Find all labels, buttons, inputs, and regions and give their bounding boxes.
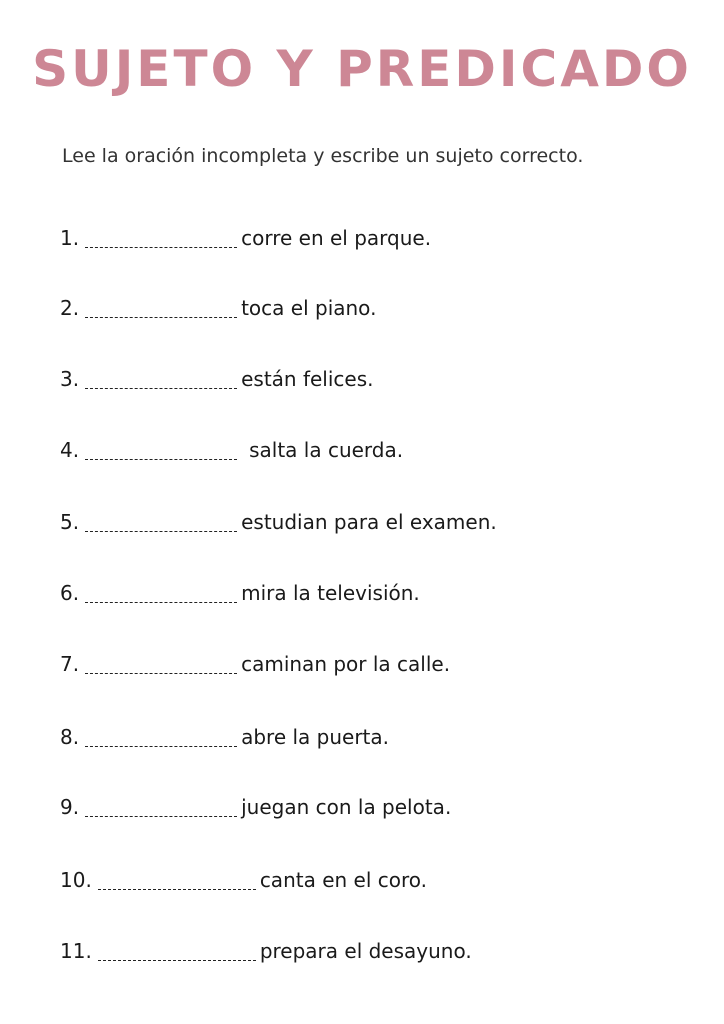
exercise-item-9 bbox=[60, 795, 451, 819]
page-title: SUJETO Y PREDICADO bbox=[32, 40, 692, 98]
answer-blank[interactable] bbox=[85, 246, 237, 248]
exercise-item-1 bbox=[60, 226, 431, 250]
answer-blank[interactable] bbox=[85, 815, 237, 817]
item-predicate: juegan con la pelota. bbox=[241, 795, 452, 819]
exercise-item-11 bbox=[60, 939, 472, 963]
answer-blank[interactable] bbox=[85, 601, 237, 603]
item-number: 3. bbox=[60, 367, 80, 391]
item-predicate: caminan por la calle. bbox=[241, 652, 451, 676]
item-number: 1. bbox=[60, 226, 80, 250]
item-predicate: abre la puerta. bbox=[241, 725, 390, 749]
exercise-item-8 bbox=[60, 725, 389, 749]
answer-blank[interactable] bbox=[85, 530, 237, 532]
item-number: 11. bbox=[60, 939, 92, 963]
answer-blank[interactable] bbox=[98, 959, 256, 961]
item-predicate: salta la cuerda. bbox=[249, 438, 404, 462]
exercise-item-6 bbox=[60, 581, 420, 605]
item-predicate: canta en el coro. bbox=[259, 868, 428, 892]
item-number: 4. bbox=[60, 438, 80, 462]
item-predicate: prepara el desayuno. bbox=[259, 939, 472, 963]
answer-blank[interactable] bbox=[85, 316, 237, 318]
answer-blank[interactable] bbox=[85, 458, 237, 460]
item-predicate: están felices. bbox=[241, 367, 374, 391]
item-number: 6. bbox=[60, 581, 80, 605]
item-number: 5. bbox=[60, 510, 80, 534]
exercise-item-2 bbox=[60, 296, 376, 320]
item-number: 10. bbox=[60, 868, 92, 892]
instructions-text: Lee la oración incompleta y escribe un sujeto correcto. bbox=[62, 145, 584, 167]
exercise-item-3 bbox=[60, 367, 374, 391]
exercise-item-5 bbox=[60, 510, 497, 534]
exercise-item-10 bbox=[60, 868, 427, 892]
item-predicate: corre en el parque. bbox=[241, 226, 432, 250]
item-number: 9. bbox=[60, 795, 80, 819]
item-predicate: mira la televisión. bbox=[241, 581, 420, 605]
item-number: 8. bbox=[60, 725, 80, 749]
answer-blank[interactable] bbox=[85, 745, 237, 747]
exercise-item-7 bbox=[60, 652, 450, 676]
item-number: 7. bbox=[60, 652, 80, 676]
answer-blank[interactable] bbox=[85, 672, 237, 674]
item-number: 2. bbox=[60, 296, 80, 320]
answer-blank[interactable] bbox=[85, 387, 237, 389]
answer-blank[interactable] bbox=[98, 888, 256, 890]
item-predicate: estudian para el examen. bbox=[241, 510, 497, 534]
exercise-item-4 bbox=[60, 438, 403, 462]
item-predicate: toca el piano. bbox=[241, 296, 377, 320]
